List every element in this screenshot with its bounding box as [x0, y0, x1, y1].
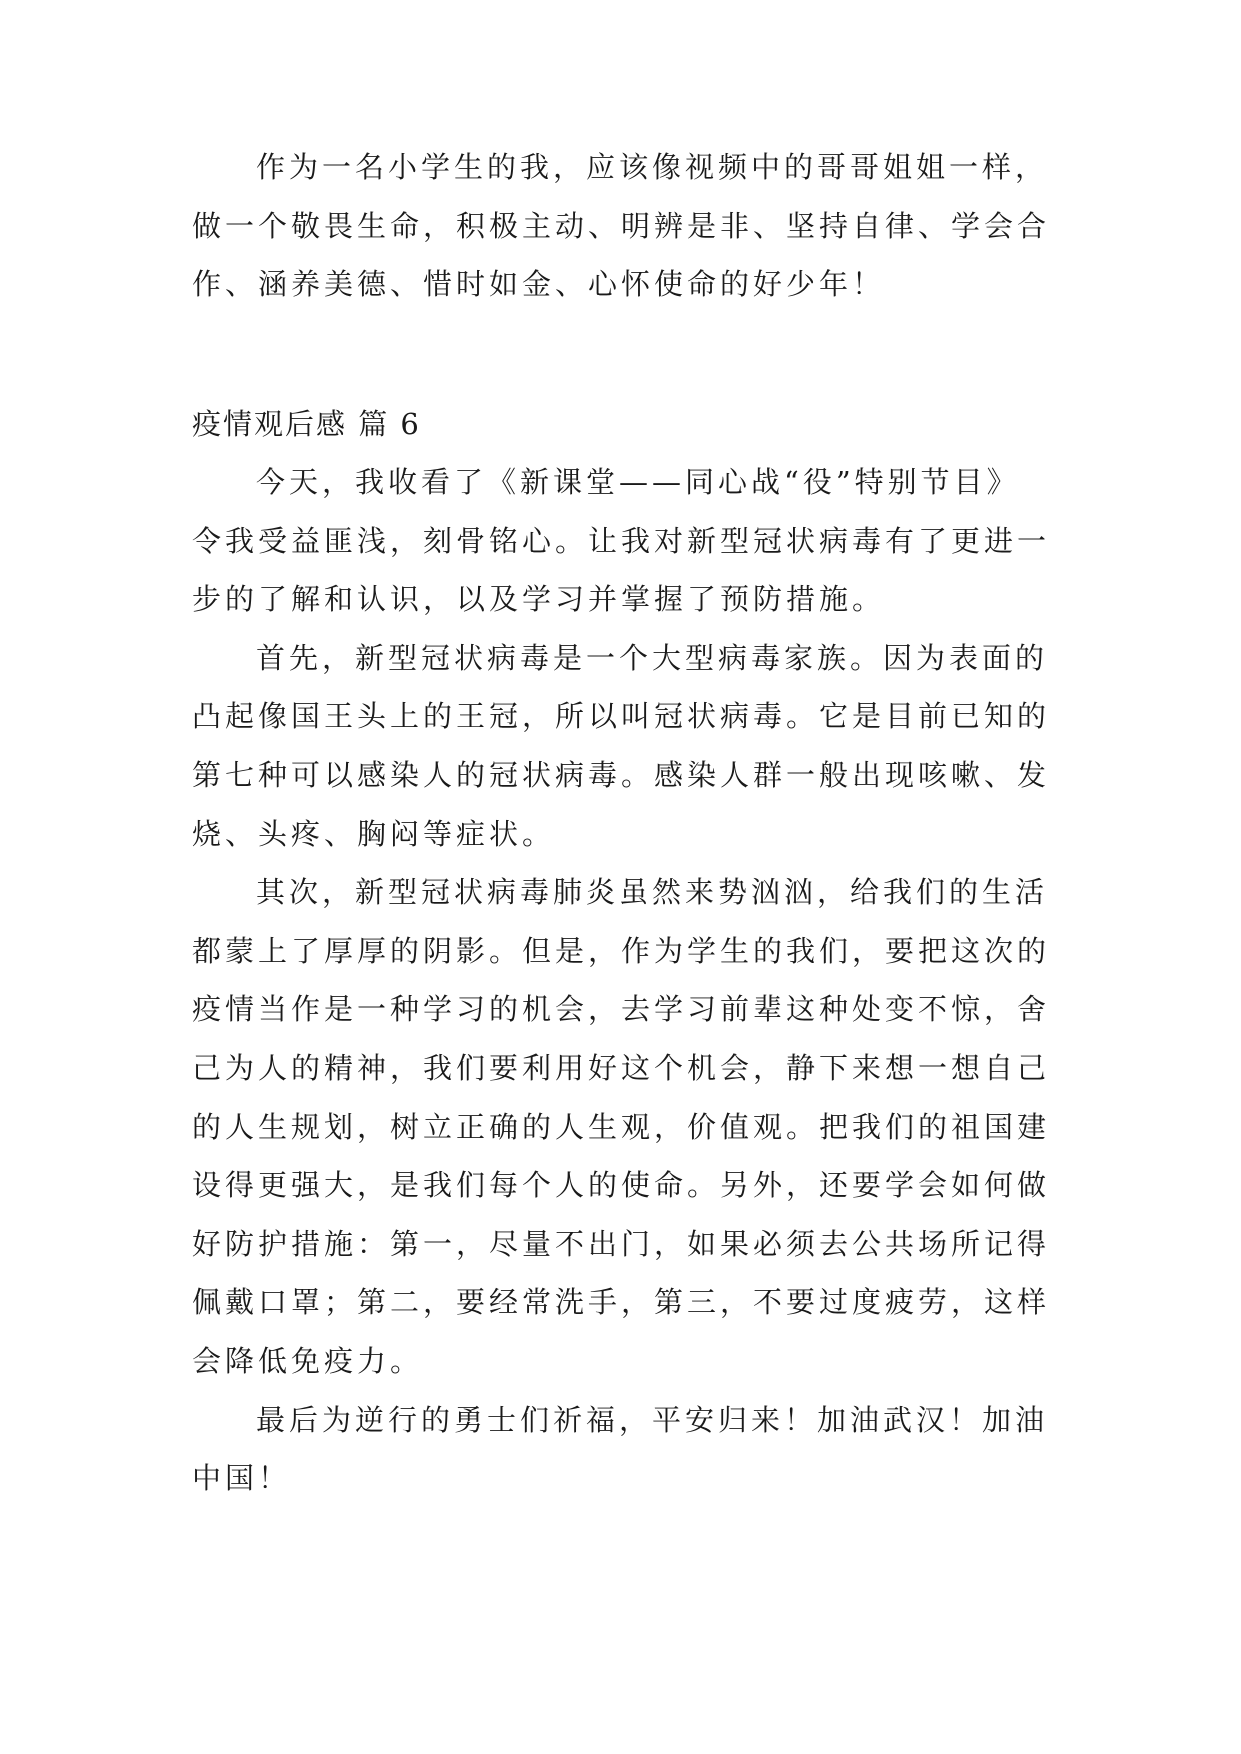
paragraph-3: [192, 863, 1052, 1390]
text-line: 的人生规划，树立正确的人生观，价值观。把我们的祖国建: [192, 1109, 1051, 1144]
paragraph-4: [192, 1391, 1052, 1508]
paragraph-1: [192, 453, 1052, 629]
text-line: 佩戴口罩；第二，要经常洗手，第三，不要过度疲劳，这样: [192, 1285, 1051, 1320]
text-line: 首先，新型冠状病毒是一个大型病毒家族。因为表面的: [256, 640, 1049, 675]
text-line: 步的了解和认识，以及学习并掌握了预防措施。: [192, 582, 886, 617]
paragraph-2: [192, 629, 1052, 863]
text-line: 作为一名小学生的我，应该像视频中的哥哥姐姐一样，: [256, 150, 1049, 184]
text-line: 己为人的精神，我们要利用好这个机会，静下来想一想自己: [192, 1050, 1051, 1085]
text-line: 凸起像国王头上的王冠，所以叫冠状病毒。它是目前已知的: [192, 699, 1051, 734]
text-line: 令我受益匪浅，刻骨铭心。让我对新型冠状病毒有了更进一: [192, 523, 1051, 558]
section-title: 疫情观后感 篇 6: [192, 407, 421, 441]
text-line: 好防护措施：第一，尽量不出门，如果必须去公共场所记得: [192, 1226, 1051, 1261]
text-line: 最后为逆行的勇士们祈福，平安归来！加油武汉！加油: [256, 1402, 1049, 1437]
text-line: 中国！: [192, 1461, 292, 1496]
text-line: 今天，我收看了《新课堂——同心战“役”特别节目》: [256, 465, 1020, 499]
text-line: 做一个敬畏生命，积极主动、明辨是非、坚持自律、学会合: [192, 208, 1051, 243]
text-line: 第七种可以感染人的冠状病毒。感染人群一般出现咳嗽、发: [192, 757, 1051, 792]
text-line: 都蒙上了厚厚的阴影。但是，作为学生的我们，要把这次的: [192, 933, 1051, 968]
body-paragraphs: [192, 453, 1052, 1508]
text-line: 设得更强大，是我们每个人的使命。另外，还要学会如何做: [192, 1168, 1051, 1203]
text-line: 烧、头疼、胸闷等症状。: [192, 816, 556, 851]
text-line: 其次，新型冠状病毒肺炎虽然来势汹汹，给我们的生活: [256, 875, 1049, 910]
text-line: 疫情当作是一种学习的机会，去学习前辈这种处变不惊，舍: [192, 992, 1051, 1027]
intro-paragraph: [192, 138, 1052, 314]
text-line: 作、涵养美德、惜时如金、心怀使命的好少年！: [192, 267, 886, 302]
text-line: 会降低免疫力。: [192, 1343, 424, 1378]
